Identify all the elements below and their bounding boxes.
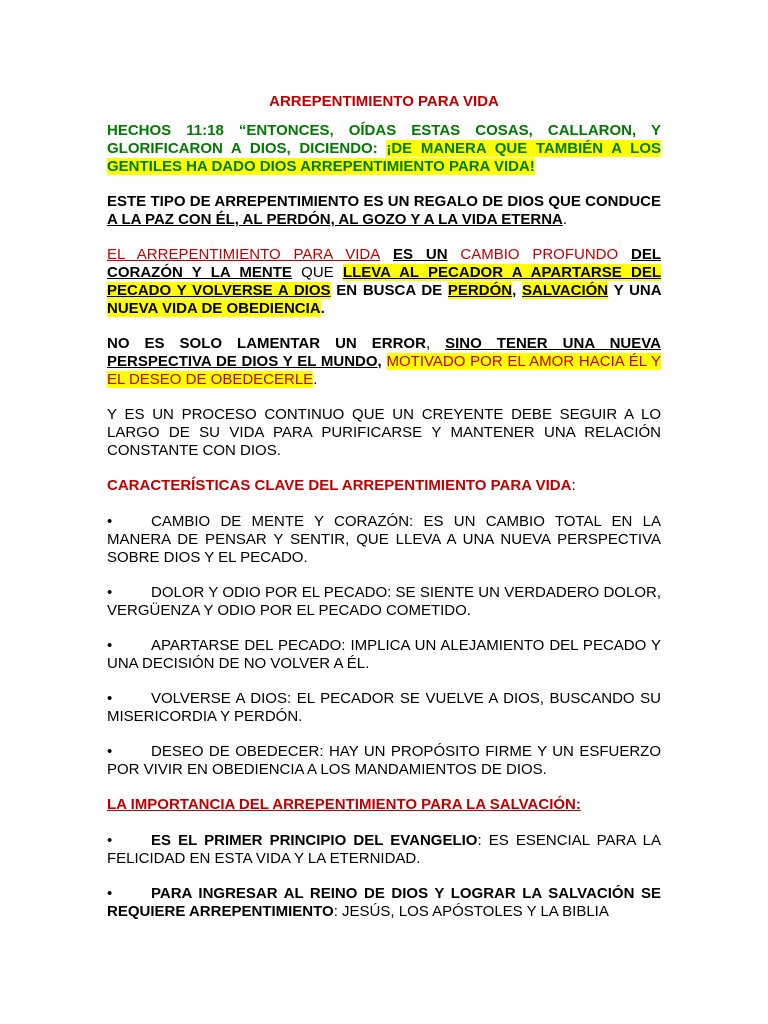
importance-bold: PARA INGRESAR AL REINO DE DIOS Y LOGRAR LA SALVACIÓN SE REQUIERE ARREPENTIMIENTO [107,885,661,920]
gift-paragraph [107,193,661,229]
lament-paragraph [107,335,661,389]
importance-bold: ES EL PRIMER PRINCIPIO DEL EVANGELIO [151,832,478,849]
change-heart-mind: DEL CORAZÓN Y LA MENTE [107,246,661,281]
characteristics-heading [107,477,661,495]
change-seeking: EN BUSCA DE [336,282,443,299]
bullet-marker: • [107,637,113,654]
change-es-un: ES UN [393,246,448,263]
importance-heading: LA IMPORTANCIA DEL ARREPENTIMIENTO PARA LA SALVACIÓN: [107,796,581,813]
importance-rest: : ES ESENCIAL PARA LA FELICIDAD EN ESTA VIDA Y LA ETERNIDAD. [107,832,661,867]
bullet-text: DESEO DE OBEDECER: HAY UN PROPÓSITO FIRME Y UN ESFUERZO POR VIVIR EN OBEDIENCIA A LOS MANDAMIENTOS DE DIOS. [107,743,661,778]
bullet-marker: • [107,885,113,902]
characteristics-colon: : [571,477,576,494]
bullet-marker: • [107,832,113,849]
importance-bullet [107,832,661,868]
change-pardon: PERDÓN [447,282,513,299]
lament-period: . [313,371,318,388]
change-profound: CAMBIO PROFUNDO [460,246,619,263]
lament-perspective: SINO TENER UNA NUEVA PERSPECTIVA DE DIOS Y EL MUNDO, [107,335,661,370]
change-subject: EL ARREPENTIMIENTO PARA VIDA [107,246,381,263]
verse-reference: HECHOS 11:18 “ENTONCES, OÍDAS ESTAS COSAS, CALLARON, Y GLORIFICARON A DIOS, DICIENDO: [107,122,661,157]
verse-paragraph [107,122,661,176]
bullet-text: DOLOR Y ODIO POR EL PECADO: SE SIENTE UN VERDADERO DOLOR, VERGÜENZA Y ODIO POR EL PECADO COMETIDO. [107,584,661,619]
change-new-life: NUEVA VIDA DE OBEDIENCIA [107,300,321,317]
gift-text: ESTE TIPO DE ARREPENTIMIENTO ES UN REGALO DE DIOS QUE CONDUCE [107,193,661,210]
bullet-item [107,690,661,726]
change-and-a: Y UNA [613,282,662,299]
bullet-text: VOLVERSE A DIOS: EL PECADOR SE VUELVE A DIOS, BUSCANDO SU MISERICORDIA Y PERDÓN. [107,690,661,725]
document-page [107,93,661,938]
change-paragraph [107,246,661,318]
bullet-text: CAMBIO DE MENTE Y CORAZÓN: ES UN CAMBIO TOTAL EN LA MANERA DE PENSAR Y SENTIR, QUE LLEVA A UNA NUEVA PERSPECTIVA SOBRE DIOS Y EL PECADO. [107,513,661,566]
bullet-text: APARTARSE DEL PECADO: IMPLICA UN ALEJAMIENTO DEL PECADO Y UNA DECISIÓN DE NO VOLVER A ÉL. [107,637,661,672]
bullet-marker: • [107,513,113,530]
change-comma: , [512,282,517,299]
characteristics-heading-text: CARACTERÍSTICAS CLAVE DEL ARREPENTIMIENTO PARA VIDA [107,477,572,494]
bullet-marker: • [107,584,113,601]
lament-motivated: MOTIVADO POR EL AMOR HACIA ÉL Y EL DESEO DE OBEDECERLE [107,353,661,388]
lament-text: NO ES SOLO LAMENTAR UN ERROR [107,335,426,352]
change-que: QUE [301,264,334,281]
bullet-item [107,743,661,779]
bullet-marker: • [107,743,113,760]
lament-comma: , [425,335,431,352]
importance-bullet [107,885,661,921]
gift-underlined: A LA PAZ CON ÉL, AL PERDÓN, AL GOZO Y A LA VIDA ETERNA [107,211,563,228]
bullet-item [107,637,661,673]
process-paragraph: Y ES UN PROCESO CONTINUO QUE UN CREYENTE DEBE SEGUIR A LO LARGO DE SU VIDA PARA PURIFICARSE Y MANTENER UNA RELACIÓN CONSTANTE CON DIOS. [107,406,661,459]
importance-rest: : JESÚS, LOS APÓSTOLES Y LA BIBLIA [333,903,609,920]
verse-quote: ¡DE MANERA QUE TAMBIÉN A LOS GENTILES HA DADO DIOS ARREPENTIMIENTO PARA VIDA! [107,140,661,175]
change-turn-away: LLEVA AL PECADOR A APARTARSE DEL PECADO Y VOLVERSE A DIOS [107,264,661,299]
document-title: ARREPENTIMIENTO PARA VIDA [269,93,499,110]
change-period: . [320,300,325,317]
bullet-item [107,513,661,567]
bullet-item [107,584,661,620]
gift-period: . [562,211,568,228]
bullet-marker: • [107,690,113,707]
change-salvation: SALVACIÓN [522,282,609,299]
